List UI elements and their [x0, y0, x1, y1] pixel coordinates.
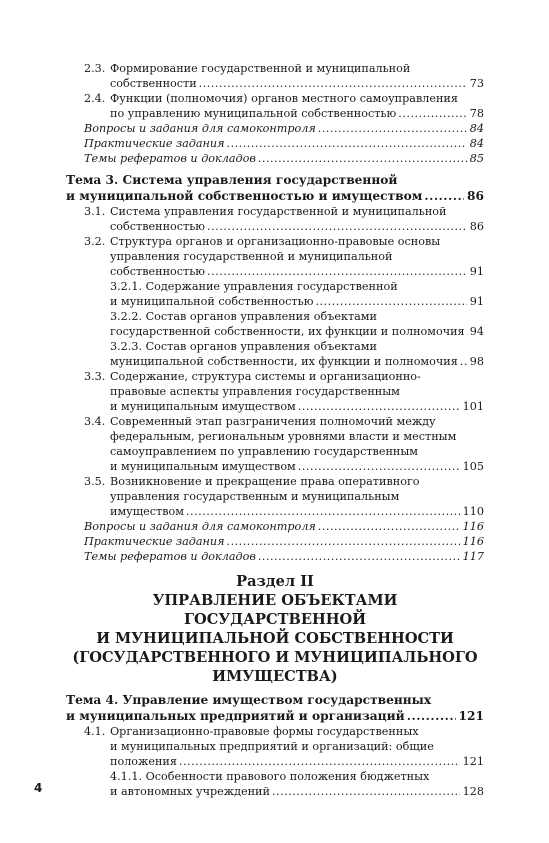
toc-text: положения	[110, 755, 177, 768]
leader-dots	[318, 519, 460, 534]
toc-text: Возникновение и прекращение права оперативного	[110, 475, 420, 488]
leader-dots	[298, 399, 460, 414]
leader-dots	[272, 784, 460, 799]
toc-number: 3.4.	[84, 415, 106, 428]
leader-dots	[179, 754, 460, 769]
toc-topic-4[interactable]	[66, 692, 484, 724]
toc-page: 116	[462, 520, 484, 533]
leader-dots	[315, 294, 466, 309]
leader-dots	[424, 188, 464, 204]
section-heading: Раздел II	[236, 573, 314, 590]
leader-dots	[398, 106, 466, 121]
leader-dots	[460, 354, 467, 369]
toc-page: 86	[467, 189, 484, 203]
leader-dots	[298, 459, 460, 474]
toc-text: собственностью	[110, 220, 206, 233]
toc-entry-2-3[interactable]	[66, 61, 484, 91]
toc-entry-4-1[interactable]	[66, 724, 484, 769]
toc-page: 84	[469, 137, 484, 150]
toc-text: Темы рефератов и докладов	[84, 550, 256, 563]
toc-page: 121	[462, 755, 484, 768]
leader-dots	[207, 264, 467, 279]
toc-text: 3.2.2. Состав органов управления объектами	[110, 310, 377, 323]
toc-entry-3-4[interactable]	[66, 414, 484, 474]
toc-page: 84	[469, 122, 484, 135]
toc-text: 4.1.1. Особенности правового положения бюджетных	[110, 770, 430, 783]
toc-text: Организационно-правовые формы государственных	[110, 725, 419, 738]
leader-dots	[207, 219, 467, 234]
toc-text: муниципальной собственности, их функции и полномочия	[110, 355, 458, 368]
toc-text: и муниципальных предприятий и организаций: общие	[110, 740, 434, 753]
toc-text: Тема 3. Система управления государственной	[66, 173, 398, 187]
toc-text: собственности	[110, 77, 197, 90]
toc-entry-practical-2[interactable]	[66, 136, 484, 151]
toc-page: 128	[462, 785, 484, 798]
toc-entry-2-4[interactable]	[66, 91, 484, 121]
toc-page: 116	[462, 535, 484, 548]
toc-text: управления государственной и муниципальной	[110, 250, 393, 263]
leader-dots	[258, 151, 467, 166]
section-title-line: УПРАВЛЕНИЕ ОБЪЕКТАМИ ГОСУДАРСТВЕННОЙ	[152, 592, 398, 628]
toc-text: Тема 4. Управление имуществом государственных	[66, 693, 432, 707]
toc-entry-3-1[interactable]	[66, 204, 484, 234]
leader-dots	[407, 708, 456, 724]
toc-entry-reports-2[interactable]	[66, 151, 484, 166]
toc-text: по управлению муниципальной собственностью	[110, 107, 397, 120]
toc-page: 91	[469, 295, 484, 308]
toc-text: и муниципальной собственностью	[110, 295, 314, 308]
leader-dots	[199, 76, 467, 91]
leader-dots	[227, 136, 467, 151]
toc-entry-3-2[interactable]	[66, 234, 484, 279]
toc-page: 101	[462, 400, 484, 413]
toc-page: 117	[462, 550, 484, 563]
toc-entry-4-1-1[interactable]	[66, 769, 484, 799]
toc-text: Формирование государственной и муниципальной	[110, 62, 411, 75]
toc-text: и автономных учреждений	[110, 785, 270, 798]
toc-page: 86	[469, 220, 484, 233]
toc-text: Современный этап разграничения полномочий между	[110, 415, 436, 428]
toc-entry-questions-3[interactable]	[66, 519, 484, 534]
toc-text: и муниципальных предприятий и организаций	[66, 709, 405, 723]
toc-number: 2.4.	[84, 92, 106, 105]
section-title-line: И МУНИЦИПАЛЬНОЙ СОБСТВЕННОСТИ	[96, 630, 454, 647]
toc-entry-practical-3[interactable]	[66, 534, 484, 549]
toc-page: 94	[469, 325, 484, 338]
toc-text: управления государственным и муниципальным	[110, 490, 400, 503]
toc-page: 91	[469, 265, 484, 278]
toc-entry-3-5[interactable]	[66, 474, 484, 519]
toc-text: имуществом	[110, 505, 184, 518]
toc-page: 121	[458, 709, 484, 723]
toc-page: 73	[469, 77, 484, 90]
toc-text: самоуправлением по управлению государственным	[110, 445, 418, 458]
toc-number: 3.3.	[84, 370, 106, 383]
toc-number: 3.2.	[84, 235, 106, 248]
toc-text: Практические задания	[84, 137, 225, 150]
toc-text: Темы рефератов и докладов	[84, 152, 256, 165]
leader-dots	[318, 121, 467, 136]
toc-entry-questions-2[interactable]	[66, 121, 484, 136]
toc-number: 2.3.	[84, 62, 106, 75]
toc-text: Вопросы и задания для самоконтроля	[84, 122, 316, 135]
toc-text: Функции (полномочия) органов местного самоуправления	[110, 92, 458, 105]
toc-page: 85	[469, 152, 484, 165]
toc-number: 3.1.	[84, 205, 106, 218]
toc-page: 105	[462, 460, 484, 473]
page-number: 4	[34, 781, 43, 795]
leader-dots	[227, 534, 460, 549]
toc-text: Вопросы и задания для самоконтроля	[84, 520, 316, 533]
toc-text: и муниципальным имуществом	[110, 400, 296, 413]
leader-dots	[258, 549, 460, 564]
toc-text: правовые аспекты управления государственным	[110, 385, 400, 398]
toc-page: 110	[462, 505, 484, 518]
toc-text: Структура органов и организационно-правовые основы	[110, 235, 441, 248]
toc-entry-3-2-1[interactable]	[66, 279, 484, 309]
toc-text: и муниципальным имуществом	[110, 460, 296, 473]
section-title-line: ИМУЩЕСТВА)	[212, 668, 338, 685]
section-title-line: (ГОСУДАРСТВЕННОГО И МУНИЦИПАЛЬНОГО	[72, 649, 478, 666]
toc-number: 3.5.	[84, 475, 106, 488]
toc-text: 3.2.3. Состав органов управления объектами	[110, 340, 377, 353]
toc-entry-3-2-3[interactable]	[66, 339, 484, 369]
toc-text: и муниципальной собственностью и имуществом	[66, 189, 423, 203]
toc-entry-3-2-2[interactable]	[66, 309, 484, 339]
toc-text: Система управления государственной и муниципальной	[110, 205, 447, 218]
toc-page: 98	[469, 355, 484, 368]
toc-number: 4.1.	[84, 725, 106, 738]
toc-text: федеральным, региональным уровнями власти и местным	[110, 430, 457, 443]
toc-entry-3-3[interactable]	[66, 369, 484, 414]
toc-entry-reports-3[interactable]	[66, 549, 484, 564]
leader-dots	[186, 504, 460, 519]
toc-text: собственностью	[110, 265, 206, 278]
toc-text: государственной собственности, их функции и полномочия	[110, 325, 465, 338]
table-of-contents	[66, 61, 484, 799]
toc-page: 78	[469, 107, 484, 120]
toc-text: 3.2.1. Содержание управления государственной	[110, 280, 398, 293]
toc-text: Практические задания	[84, 535, 225, 548]
toc-topic-3[interactable]	[66, 172, 484, 204]
toc-text: Содержание, структура системы и организационно-	[110, 370, 421, 383]
